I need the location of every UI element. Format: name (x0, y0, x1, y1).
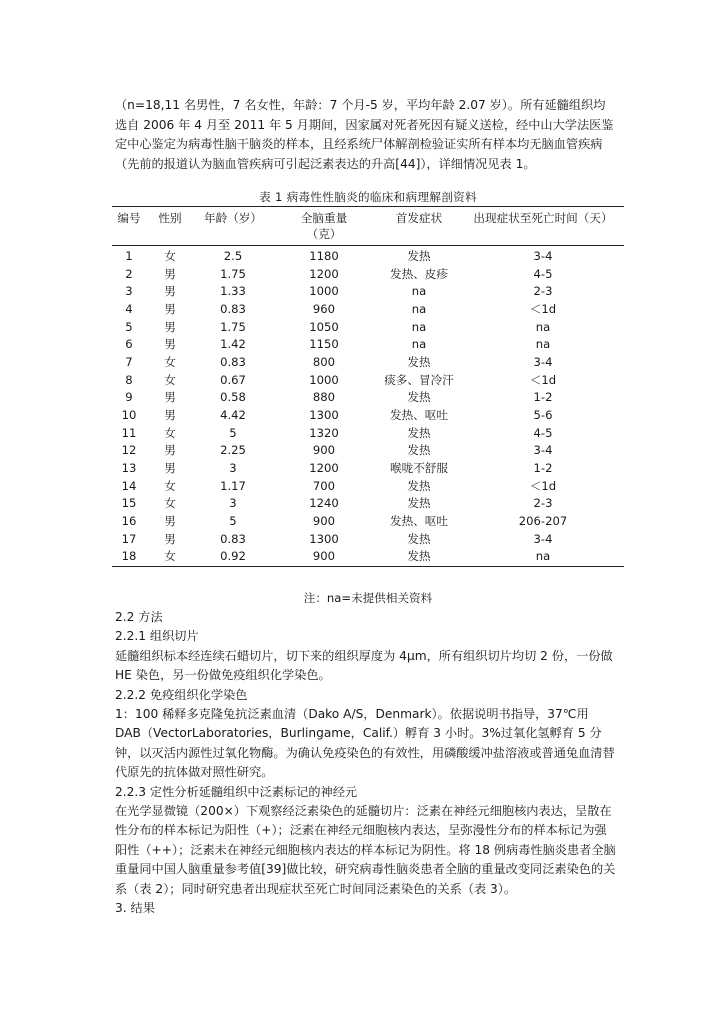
cell-brain-weight: 900 (312, 513, 336, 528)
cell-no: 8 (125, 372, 133, 387)
cell-time: 3-4 (533, 354, 553, 369)
cell-no: 4 (125, 301, 133, 316)
section-2-2-1-title: 2.2.1 组织切片 (115, 629, 199, 644)
section-3-title: 3. 结果 (115, 901, 155, 916)
cell-age: 1.42 (220, 337, 246, 352)
clinical-data-table (112, 206, 624, 567)
table-row (112, 372, 624, 390)
cell-sex: 女 (164, 372, 176, 387)
cell-no: 17 (121, 531, 137, 546)
cell-brain-weight: 1200 (309, 266, 339, 281)
intro-section (115, 96, 617, 174)
section-2-2-2-text: 1：100 稀释多克隆兔抗泛素血清（Dako A/S，Denmark）。依据说明书指导，37℃用 DAB（VectorLaboratories，Burlingame，Calif.）孵育 3 小时。3%过氧化氢孵育 5 分钟，以灭活内源性过氧化物酶。为确认免疫染色的有效性，用磷酸缓冲盐溶液或普通兔血清替代原先的抗体做对照性研究。 (115, 707, 615, 780)
section-2-2-3-title: 2.2.3 定性分析延髓组织中泛素标记的神经元 (115, 784, 358, 799)
cell-brain-weight: 1240 (309, 496, 339, 511)
cell-symptom: 痰多、冒冷汗 (384, 372, 454, 387)
cell-time: 3-4 (533, 249, 553, 263)
cell-symptom: 发热 (407, 390, 431, 405)
cell-symptom: na (411, 337, 427, 352)
cell-sex: 男 (164, 337, 176, 352)
cell-age: 4.42 (220, 407, 246, 422)
cell-no: 3 (125, 284, 133, 299)
cell-no: 1 (125, 249, 133, 263)
cell-time: 2-3 (533, 284, 553, 299)
cell-symptom: 发热、呕吐 (390, 513, 448, 528)
intro-paragraph: （n=18,11 名男性，7 名女性，年龄：7 个月-5 岁，平均年龄 2.07 岁）。所有延髓组织均选自 2006 年 4 月至 2011 年 5 月期间，因家属对死者死因有疑义送检，经中山大学法医鉴定中心鉴定为病毒性脑干脑炎的样本，且经系统尸体解剖检验证实所有样本均无脑血管疾病（先前的报道认为脑血管疾病可引起泛素表达的升高[44]），详细情况见表 1。 (115, 98, 614, 171)
cell-brain-weight: 1200 (309, 460, 339, 475)
cell-sex: 女 (164, 425, 176, 440)
section-2-2-title: 2.2 方法 (115, 610, 163, 624)
header-time: 出现症状至死亡时间（天） (473, 211, 613, 225)
cell-brain-weight: 1050 (309, 319, 339, 334)
table-header-row (112, 207, 624, 246)
cell-sex: 男 (164, 284, 176, 299)
cell-brain-weight: 1150 (309, 337, 339, 352)
cell-symptom: 发热 (407, 496, 431, 511)
methods-section (115, 608, 618, 919)
cell-symptom: 发热 (407, 249, 431, 263)
cell-time: 5-6 (533, 407, 553, 422)
cell-sex: 男 (164, 319, 176, 334)
table-row (112, 442, 624, 460)
cell-brain-weight: 960 (312, 301, 336, 316)
cell-no: 16 (121, 513, 137, 528)
cell-age: 3 (229, 460, 237, 475)
cell-age: 0.58 (220, 390, 246, 405)
cell-symptom: 发热 (407, 549, 431, 564)
cell-no: 14 (121, 478, 137, 493)
cell-sex: 男 (164, 301, 176, 316)
cell-no: 7 (125, 354, 133, 369)
cell-sex: 男 (164, 266, 176, 281)
cell-symptom: na (411, 284, 427, 299)
cell-sex: 男 (164, 390, 176, 405)
cell-symptom: 发热 (407, 443, 431, 458)
cell-age: 1.75 (220, 266, 246, 281)
cell-symptom: 发热 (407, 354, 431, 369)
cell-time: 3-4 (533, 531, 553, 546)
cell-no: 9 (125, 390, 133, 405)
cell-time: 206-207 (518, 513, 568, 528)
cell-time: na (535, 549, 551, 564)
cell-brain-weight: 1320 (309, 425, 339, 440)
cell-age: 0.67 (220, 372, 246, 387)
cell-no: 12 (121, 443, 137, 458)
table-row (112, 336, 624, 354)
cell-age: 2.25 (220, 443, 246, 458)
table-row (112, 513, 624, 531)
cell-symptom: na (411, 319, 427, 334)
cell-brain-weight: 1300 (309, 531, 339, 546)
cell-no: 6 (125, 337, 133, 352)
cell-time: na (535, 337, 551, 352)
cell-time: 4-5 (533, 425, 553, 440)
cell-time: 3-4 (533, 443, 553, 458)
cell-symptom: 喉咙不舒服 (390, 460, 448, 475)
header-brain-weight-line2: （克） (306, 227, 342, 241)
table-row (112, 407, 624, 425)
cell-time: ＜1d (529, 478, 557, 493)
cell-age: 1.17 (220, 478, 246, 493)
cell-time: 2-3 (533, 496, 553, 511)
header-brain-weight-line1: 全脑重量 (300, 211, 348, 225)
cell-brain-weight: 1180 (309, 249, 339, 263)
cell-no: 11 (121, 425, 137, 440)
cell-sex: 女 (164, 496, 176, 511)
cell-time: na (535, 319, 551, 334)
header-brain-weight (272, 207, 376, 246)
cell-symptom: 发热 (407, 478, 431, 493)
cell-symptom: na (411, 301, 427, 316)
cell-symptom: 发热、皮疹 (390, 266, 448, 281)
cell-brain-weight: 700 (312, 478, 336, 493)
cell-symptom: 发热 (407, 531, 431, 546)
cell-sex: 男 (164, 443, 176, 458)
cell-age: 0.83 (220, 354, 246, 369)
cell-sex: 女 (164, 249, 176, 263)
cell-brain-weight: 1000 (309, 284, 339, 299)
cell-age: 5 (229, 513, 237, 528)
cell-brain-weight: 880 (312, 390, 336, 405)
cell-age: 1.33 (220, 284, 246, 299)
cell-brain-weight: 900 (312, 443, 336, 458)
cell-time: ＜1d (529, 301, 557, 316)
cell-symptom: 发热、呕吐 (390, 407, 448, 422)
cell-no: 10 (121, 407, 137, 422)
header-sex: 性别 (158, 211, 182, 225)
table-note: 注：na=未提供相关资料 (303, 591, 433, 605)
section-2-2-3-text: 在光学显微镜（200×）下观察经泛素染色的延髓切片：泛素在神经元细胞核内表达，呈散在性分布的样本标记为阳性（+）；泛素在神经元细胞核内表达，呈弥漫性分布的样本标记为强阳性（++）；泛素未在神经元细胞核内表达的样本标记为阴性。将 18 例病毒性脑炎患者全脑重量同中国人脑重量参考值[39]做比较，研究病毒性脑炎患者全脑的重量改变同泛素染色的关系（表 2）；同时研究患者出现症状至死亡时间同泛素染色的关系（表 3）。 (115, 804, 616, 896)
table-row (112, 478, 624, 496)
cell-no: 13 (121, 460, 137, 475)
table-row (112, 283, 624, 301)
header-age: 年龄（岁） (204, 211, 262, 225)
table-caption: 表 1 病毒性性脑炎的临床和病理解剖资料 (259, 190, 477, 204)
cell-sex: 女 (164, 354, 176, 369)
section-2-2-1-text: 延髓组织标本经连续石蜡切片，切下来的组织厚度为 4μm，所有组织切片均切 2 份，一份做 HE 染色，另一份做免疫组织化学染色。 (115, 648, 613, 683)
cell-symptom: 发热 (407, 425, 431, 440)
table-row (112, 548, 624, 566)
cell-age: 0.83 (220, 301, 246, 316)
cell-sex: 女 (164, 549, 176, 564)
cell-age: 5 (229, 425, 237, 440)
cell-sex: 男 (164, 531, 176, 546)
cell-no: 2 (125, 266, 133, 281)
cell-time: 1-2 (533, 390, 553, 405)
table-row (112, 319, 624, 337)
cell-sex: 男 (164, 407, 176, 422)
cell-no: 18 (121, 549, 137, 564)
cell-age: 0.92 (220, 549, 246, 564)
table-row (112, 301, 624, 319)
cell-time: ＜1d (529, 372, 557, 387)
cell-brain-weight: 800 (312, 354, 336, 369)
cell-time: 1-2 (533, 460, 553, 475)
header-symptom: 首发症状 (395, 211, 443, 225)
section-2-2-2-title: 2.2.2 免疫组织化学染色 (115, 687, 248, 702)
table-row (112, 266, 624, 284)
cell-time: 4-5 (533, 266, 553, 281)
cell-no: 5 (125, 319, 133, 334)
table-row (112, 531, 624, 549)
cell-age: 0.83 (220, 531, 246, 546)
table-row (112, 246, 624, 266)
table-row (112, 460, 624, 478)
cell-age: 2.5 (223, 249, 243, 263)
cell-no: 15 (121, 496, 137, 511)
table-row (112, 389, 624, 407)
cell-brain-weight: 1000 (309, 372, 339, 387)
cell-sex: 男 (164, 513, 176, 528)
table-row (112, 354, 624, 372)
cell-brain-weight: 1300 (309, 407, 339, 422)
table-row (112, 495, 624, 513)
cell-sex: 男 (164, 460, 176, 475)
header-no: 编号 (117, 211, 141, 225)
cell-age: 1.75 (220, 319, 246, 334)
cell-sex: 女 (164, 478, 176, 493)
cell-brain-weight: 900 (312, 549, 336, 564)
cell-age: 3 (229, 496, 237, 511)
table-row (112, 425, 624, 443)
table-body (112, 246, 624, 567)
